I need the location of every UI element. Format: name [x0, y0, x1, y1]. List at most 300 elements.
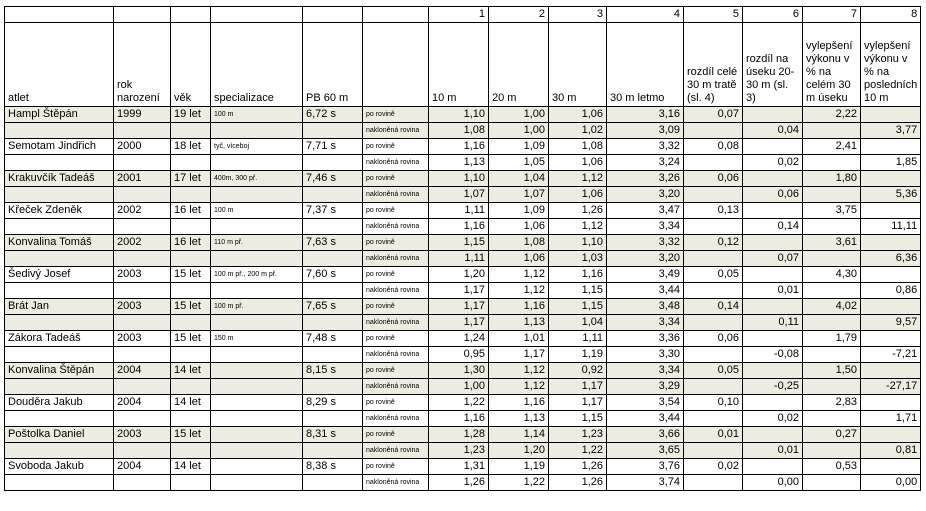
table-cell[interactable] — [861, 395, 921, 411]
table-cell[interactable] — [861, 203, 921, 219]
column-number-cell[interactable]: 8 — [861, 7, 921, 23]
table-cell[interactable]: 1,12 — [549, 219, 607, 235]
table-cell[interactable] — [303, 443, 363, 459]
table-cell[interactable]: 19 let — [171, 107, 211, 123]
table-cell[interactable]: 1,04 — [489, 171, 549, 187]
table-cell[interactable] — [211, 443, 303, 459]
table-cell[interactable] — [743, 459, 803, 475]
table-cell[interactable]: 1,28 — [429, 427, 489, 443]
table-cell[interactable] — [861, 171, 921, 187]
table-cell[interactable]: 3,20 — [607, 251, 684, 267]
table-cell[interactable]: 3,74 — [607, 475, 684, 491]
table-cell[interactable]: 16 let — [171, 203, 211, 219]
table-cell[interactable] — [171, 411, 211, 427]
table-cell[interactable] — [171, 443, 211, 459]
table-cell[interactable]: nakloněná rovina — [363, 347, 429, 363]
table-cell[interactable] — [684, 379, 743, 395]
column-number-cell[interactable]: 7 — [803, 7, 861, 23]
table-cell[interactable] — [5, 123, 114, 139]
table-cell[interactable] — [861, 299, 921, 315]
table-cell[interactable]: 7,46 s — [303, 171, 363, 187]
column-number-cell[interactable] — [363, 7, 429, 23]
table-cell[interactable]: 110 m př. — [211, 235, 303, 251]
table-cell[interactable]: 2003 — [114, 331, 171, 347]
table-cell[interactable] — [861, 331, 921, 347]
table-cell[interactable]: 2,22 — [803, 107, 861, 123]
table-cell[interactable] — [803, 411, 861, 427]
table-cell[interactable]: 1,00 — [489, 123, 549, 139]
table-cell[interactable]: 2000 — [114, 139, 171, 155]
table-cell[interactable]: 18 let — [171, 139, 211, 155]
header-cell-vek[interactable]: věk — [171, 23, 211, 107]
table-cell[interactable]: 0,92 — [549, 363, 607, 379]
table-cell[interactable]: 2003 — [114, 299, 171, 315]
table-cell[interactable]: 11,11 — [861, 219, 921, 235]
header-cell-20m[interactable]: 20 m — [489, 23, 549, 107]
table-cell[interactable]: 1,30 — [429, 363, 489, 379]
table-cell[interactable]: -0,08 — [743, 347, 803, 363]
table-cell[interactable]: 1,17 — [489, 347, 549, 363]
table-cell[interactable]: 15 let — [171, 299, 211, 315]
table-cell[interactable] — [303, 379, 363, 395]
table-cell[interactable]: 0,86 — [861, 283, 921, 299]
table-cell[interactable]: nakloněná rovina — [363, 443, 429, 459]
table-cell[interactable] — [171, 283, 211, 299]
table-cell[interactable]: 0,00 — [743, 475, 803, 491]
table-cell[interactable]: po rovině — [363, 395, 429, 411]
table-cell[interactable]: 3,49 — [607, 267, 684, 283]
table-cell[interactable] — [5, 347, 114, 363]
table-cell[interactable]: 0,05 — [684, 267, 743, 283]
table-cell[interactable] — [803, 315, 861, 331]
table-cell[interactable] — [211, 251, 303, 267]
table-cell[interactable]: 1,79 — [803, 331, 861, 347]
table-cell[interactable]: 1,15 — [549, 283, 607, 299]
table-cell[interactable]: -7,21 — [861, 347, 921, 363]
table-cell[interactable]: 1,13 — [489, 411, 549, 427]
table-cell[interactable] — [114, 475, 171, 491]
table-cell[interactable]: 1,20 — [489, 443, 549, 459]
table-cell[interactable]: 1,08 — [549, 139, 607, 155]
table-cell[interactable] — [684, 155, 743, 171]
table-cell[interactable] — [803, 379, 861, 395]
header-cell-atlet[interactable]: atlet — [5, 23, 114, 107]
table-cell[interactable] — [211, 475, 303, 491]
table-cell[interactable]: 150 m — [211, 331, 303, 347]
table-cell[interactable]: 0,02 — [684, 459, 743, 475]
table-cell[interactable]: nakloněná rovina — [363, 251, 429, 267]
table-cell[interactable]: 15 let — [171, 267, 211, 283]
table-cell[interactable] — [303, 187, 363, 203]
table-cell[interactable]: 1,06 — [549, 187, 607, 203]
table-cell[interactable]: 2003 — [114, 267, 171, 283]
table-cell[interactable] — [171, 123, 211, 139]
header-cell-terrain[interactable] — [363, 23, 429, 107]
table-cell[interactable] — [303, 219, 363, 235]
table-cell[interactable]: 3,61 — [803, 235, 861, 251]
table-cell[interactable] — [743, 235, 803, 251]
table-cell[interactable] — [211, 379, 303, 395]
table-cell[interactable] — [114, 155, 171, 171]
table-cell[interactable]: 3,75 — [803, 203, 861, 219]
table-cell[interactable]: 1,15 — [549, 299, 607, 315]
table-cell[interactable] — [803, 155, 861, 171]
table-cell[interactable]: 7,37 s — [303, 203, 363, 219]
table-cell[interactable]: 3,09 — [607, 123, 684, 139]
table-cell[interactable] — [114, 315, 171, 331]
table-cell[interactable]: 3,29 — [607, 379, 684, 395]
table-cell[interactable]: 1,17 — [429, 299, 489, 315]
table-cell[interactable] — [5, 251, 114, 267]
table-cell[interactable] — [684, 283, 743, 299]
table-cell[interactable]: 0,01 — [743, 443, 803, 459]
table-cell[interactable]: 100 m — [211, 203, 303, 219]
table-cell[interactable]: 1,24 — [429, 331, 489, 347]
column-number-cell[interactable] — [211, 7, 303, 23]
table-cell[interactable]: 16 let — [171, 235, 211, 251]
table-cell[interactable] — [861, 427, 921, 443]
table-cell[interactable]: 100 m př., 200 m př. — [211, 267, 303, 283]
table-cell[interactable]: Poštolka Daniel — [5, 427, 114, 443]
table-cell[interactable]: nakloněná rovina — [363, 475, 429, 491]
table-cell[interactable] — [114, 219, 171, 235]
table-cell[interactable]: 1,06 — [489, 251, 549, 267]
table-cell[interactable]: 1,26 — [549, 475, 607, 491]
table-cell[interactable]: 0,13 — [684, 203, 743, 219]
column-number-cell[interactable] — [114, 7, 171, 23]
table-cell[interactable]: 17 let — [171, 171, 211, 187]
table-cell[interactable]: 1,03 — [549, 251, 607, 267]
table-cell[interactable] — [114, 411, 171, 427]
table-cell[interactable]: 3,30 — [607, 347, 684, 363]
table-cell[interactable]: 1,12 — [489, 267, 549, 283]
table-cell[interactable]: Konvalina Štěpán — [5, 363, 114, 379]
column-number-cell[interactable] — [5, 7, 114, 23]
table-cell[interactable]: 2002 — [114, 235, 171, 251]
table-cell[interactable]: po rovině — [363, 459, 429, 475]
table-cell[interactable] — [803, 443, 861, 459]
table-cell[interactable] — [743, 107, 803, 123]
table-cell[interactable]: 1,26 — [549, 459, 607, 475]
table-cell[interactable] — [684, 251, 743, 267]
table-cell[interactable]: 3,66 — [607, 427, 684, 443]
table-cell[interactable] — [211, 283, 303, 299]
table-cell[interactable] — [5, 155, 114, 171]
table-cell[interactable] — [5, 411, 114, 427]
table-cell[interactable]: 1,12 — [489, 379, 549, 395]
table-cell[interactable]: 1,08 — [489, 235, 549, 251]
table-cell[interactable] — [211, 155, 303, 171]
table-cell[interactable] — [803, 187, 861, 203]
table-cell[interactable] — [303, 123, 363, 139]
table-cell[interactable]: 3,32 — [607, 139, 684, 155]
table-cell[interactable]: 1,16 — [429, 139, 489, 155]
table-cell[interactable]: 14 let — [171, 363, 211, 379]
table-cell[interactable]: 100 m př. — [211, 299, 303, 315]
table-cell[interactable]: nakloněná rovina — [363, 283, 429, 299]
table-cell[interactable] — [171, 379, 211, 395]
table-cell[interactable]: 1,13 — [489, 315, 549, 331]
table-cell[interactable] — [684, 411, 743, 427]
table-cell[interactable]: 1,85 — [861, 155, 921, 171]
table-cell[interactable]: 3,36 — [607, 331, 684, 347]
table-cell[interactable] — [171, 187, 211, 203]
table-cell[interactable] — [303, 411, 363, 427]
table-cell[interactable]: po rovině — [363, 203, 429, 219]
table-cell[interactable]: 0,01 — [684, 427, 743, 443]
table-cell[interactable] — [743, 267, 803, 283]
table-cell[interactable] — [114, 251, 171, 267]
table-cell[interactable]: 0,08 — [684, 139, 743, 155]
table-cell[interactable] — [211, 459, 303, 475]
table-cell[interactable]: 1,71 — [861, 411, 921, 427]
table-cell[interactable] — [303, 251, 363, 267]
table-cell[interactable]: 15 let — [171, 331, 211, 347]
table-cell[interactable] — [743, 395, 803, 411]
table-cell[interactable]: 1,10 — [429, 107, 489, 123]
table-cell[interactable]: 1,26 — [549, 203, 607, 219]
header-cell-30m[interactable]: 30 m — [549, 23, 607, 107]
table-cell[interactable]: po rovině — [363, 171, 429, 187]
table-cell[interactable]: po rovině — [363, 427, 429, 443]
table-cell[interactable]: 0,53 — [803, 459, 861, 475]
table-cell[interactable] — [684, 315, 743, 331]
header-cell-vylepseni-posl[interactable]: vylepšení výkonu v % na posledních 10 m — [861, 23, 921, 107]
table-cell[interactable]: 1,16 — [489, 395, 549, 411]
table-cell[interactable]: 7,65 s — [303, 299, 363, 315]
table-cell[interactable] — [743, 331, 803, 347]
table-cell[interactable]: 1,12 — [489, 363, 549, 379]
table-cell[interactable]: 1,17 — [549, 379, 607, 395]
table-cell[interactable]: 1,17 — [549, 395, 607, 411]
table-cell[interactable]: 3,44 — [607, 283, 684, 299]
table-cell[interactable]: 14 let — [171, 395, 211, 411]
table-cell[interactable]: nakloněná rovina — [363, 187, 429, 203]
table-cell[interactable] — [211, 363, 303, 379]
table-cell[interactable]: 0,06 — [684, 331, 743, 347]
table-cell[interactable]: 0,07 — [743, 251, 803, 267]
table-cell[interactable]: 0,00 — [861, 475, 921, 491]
table-cell[interactable]: 1,10 — [429, 171, 489, 187]
header-cell-30m-letmo[interactable]: 30 m letmo — [607, 23, 684, 107]
table-cell[interactable]: 1,22 — [429, 395, 489, 411]
table-cell[interactable]: 1,50 — [803, 363, 861, 379]
table-cell[interactable]: 1,16 — [549, 267, 607, 283]
table-cell[interactable] — [861, 107, 921, 123]
column-number-cell[interactable] — [171, 7, 211, 23]
table-cell[interactable]: 7,48 s — [303, 331, 363, 347]
table-cell[interactable] — [743, 427, 803, 443]
table-cell[interactable]: 1,16 — [489, 299, 549, 315]
table-cell[interactable] — [211, 219, 303, 235]
table-cell[interactable]: nakloněná rovina — [363, 219, 429, 235]
table-cell[interactable]: 9,57 — [861, 315, 921, 331]
table-cell[interactable]: 1,07 — [489, 187, 549, 203]
table-cell[interactable]: 0,81 — [861, 443, 921, 459]
table-cell[interactable]: 1,11 — [549, 331, 607, 347]
table-cell[interactable]: 1,06 — [489, 219, 549, 235]
table-cell[interactable]: Douděra Jakub — [5, 395, 114, 411]
table-cell[interactable] — [5, 283, 114, 299]
table-cell[interactable]: 3,34 — [607, 315, 684, 331]
table-cell[interactable]: 0,04 — [743, 123, 803, 139]
table-cell[interactable] — [684, 347, 743, 363]
table-cell[interactable]: 4,30 — [803, 267, 861, 283]
table-cell[interactable] — [803, 475, 861, 491]
table-cell[interactable]: Křeček Zdeněk — [5, 203, 114, 219]
table-cell[interactable]: 2004 — [114, 459, 171, 475]
table-cell[interactable]: 1,12 — [489, 283, 549, 299]
table-cell[interactable]: 1,23 — [549, 427, 607, 443]
table-cell[interactable] — [211, 395, 303, 411]
table-cell[interactable]: 1,16 — [429, 411, 489, 427]
table-cell[interactable] — [861, 459, 921, 475]
table-cell[interactable] — [684, 443, 743, 459]
table-cell[interactable]: 1,15 — [429, 235, 489, 251]
table-cell[interactable]: 2002 — [114, 203, 171, 219]
table-cell[interactable]: 1,22 — [549, 443, 607, 459]
table-cell[interactable] — [5, 187, 114, 203]
table-cell[interactable] — [5, 443, 114, 459]
header-cell-rozdil-cele[interactable]: rozdíl celé 30 m tratě (sl. 4) — [684, 23, 743, 107]
table-cell[interactable] — [803, 219, 861, 235]
table-cell[interactable]: 2,41 — [803, 139, 861, 155]
table-cell[interactable]: 0,11 — [743, 315, 803, 331]
table-cell[interactable] — [171, 155, 211, 171]
table-cell[interactable]: 6,72 s — [303, 107, 363, 123]
table-cell[interactable]: 1,00 — [429, 379, 489, 395]
table-cell[interactable]: nakloněná rovina — [363, 315, 429, 331]
table-cell[interactable] — [114, 283, 171, 299]
table-cell[interactable]: 2004 — [114, 395, 171, 411]
table-cell[interactable]: 4,02 — [803, 299, 861, 315]
table-cell[interactable]: 2,83 — [803, 395, 861, 411]
table-cell[interactable]: 0,12 — [684, 235, 743, 251]
table-cell[interactable] — [211, 187, 303, 203]
table-cell[interactable]: Semotam Jindřich — [5, 139, 114, 155]
table-cell[interactable]: 0,27 — [803, 427, 861, 443]
table-cell[interactable] — [211, 427, 303, 443]
table-cell[interactable]: Krakuvčík Tadeáš — [5, 171, 114, 187]
table-cell[interactable] — [303, 347, 363, 363]
table-cell[interactable]: Brát Jan — [5, 299, 114, 315]
table-cell[interactable]: 2001 — [114, 171, 171, 187]
table-cell[interactable]: -0,25 — [743, 379, 803, 395]
table-cell[interactable]: 15 let — [171, 427, 211, 443]
table-cell[interactable]: 3,16 — [607, 107, 684, 123]
table-cell[interactable] — [114, 443, 171, 459]
table-cell[interactable] — [211, 411, 303, 427]
table-cell[interactable] — [211, 315, 303, 331]
table-cell[interactable] — [114, 187, 171, 203]
table-cell[interactable] — [861, 363, 921, 379]
table-cell[interactable] — [743, 363, 803, 379]
table-cell[interactable]: 0,05 — [684, 363, 743, 379]
table-cell[interactable]: po rovině — [363, 299, 429, 315]
table-cell[interactable] — [211, 123, 303, 139]
table-cell[interactable] — [303, 475, 363, 491]
table-cell[interactable]: 1,23 — [429, 443, 489, 459]
table-cell[interactable]: 0,02 — [743, 411, 803, 427]
table-cell[interactable] — [861, 267, 921, 283]
table-cell[interactable]: 1,12 — [549, 171, 607, 187]
table-cell[interactable] — [303, 315, 363, 331]
table-cell[interactable]: 0,95 — [429, 347, 489, 363]
table-cell[interactable]: 1,31 — [429, 459, 489, 475]
column-number-cell[interactable]: 6 — [743, 7, 803, 23]
table-cell[interactable] — [5, 475, 114, 491]
table-cell[interactable] — [171, 347, 211, 363]
table-cell[interactable] — [684, 123, 743, 139]
table-cell[interactable] — [114, 347, 171, 363]
table-cell[interactable] — [684, 219, 743, 235]
table-cell[interactable]: 3,48 — [607, 299, 684, 315]
table-cell[interactable] — [743, 299, 803, 315]
table-cell[interactable]: 8,38 s — [303, 459, 363, 475]
table-cell[interactable]: nakloněná rovina — [363, 379, 429, 395]
table-cell[interactable]: nakloněná rovina — [363, 155, 429, 171]
table-cell[interactable]: 3,77 — [861, 123, 921, 139]
column-number-cell[interactable]: 5 — [684, 7, 743, 23]
table-cell[interactable] — [171, 315, 211, 331]
table-cell[interactable]: 7,71 s — [303, 139, 363, 155]
table-cell[interactable] — [171, 219, 211, 235]
table-cell[interactable]: -27,17 — [861, 379, 921, 395]
table-cell[interactable]: 1,07 — [429, 187, 489, 203]
table-cell[interactable]: 1,02 — [549, 123, 607, 139]
table-cell[interactable]: 8,29 s — [303, 395, 363, 411]
column-number-cell[interactable]: 4 — [607, 7, 684, 23]
table-cell[interactable] — [743, 203, 803, 219]
table-cell[interactable]: 7,63 s — [303, 235, 363, 251]
table-cell[interactable] — [803, 283, 861, 299]
table-cell[interactable]: 1,80 — [803, 171, 861, 187]
table-cell[interactable]: Svoboda Jakub — [5, 459, 114, 475]
table-cell[interactable]: po rovině — [363, 331, 429, 347]
header-cell-rozdil-useku[interactable]: rozdíl na úseku 20-30 m (sl. 3) — [743, 23, 803, 107]
table-cell[interactable] — [861, 139, 921, 155]
table-cell[interactable]: tyč, víceboj — [211, 139, 303, 155]
table-cell[interactable] — [5, 315, 114, 331]
table-cell[interactable] — [803, 251, 861, 267]
table-cell[interactable]: 0,06 — [684, 171, 743, 187]
table-cell[interactable] — [684, 475, 743, 491]
table-cell[interactable]: nakloněná rovina — [363, 123, 429, 139]
table-cell[interactable]: 3,26 — [607, 171, 684, 187]
table-cell[interactable]: 1,10 — [549, 235, 607, 251]
table-cell[interactable]: 7,60 s — [303, 267, 363, 283]
table-cell[interactable]: po rovině — [363, 107, 429, 123]
table-cell[interactable]: 2004 — [114, 363, 171, 379]
table-cell[interactable]: 1,17 — [429, 283, 489, 299]
table-cell[interactable]: 3,34 — [607, 219, 684, 235]
table-cell[interactable]: 8,15 s — [303, 363, 363, 379]
table-cell[interactable]: 1,11 — [429, 251, 489, 267]
table-cell[interactable] — [303, 283, 363, 299]
table-cell[interactable]: 100 m — [211, 107, 303, 123]
table-cell[interactable]: 1,13 — [429, 155, 489, 171]
table-cell[interactable]: 8,31 s — [303, 427, 363, 443]
table-cell[interactable]: po rovině — [363, 363, 429, 379]
table-cell[interactable]: 0,10 — [684, 395, 743, 411]
table-cell[interactable]: 1,04 — [549, 315, 607, 331]
table-cell[interactable]: 1,14 — [489, 427, 549, 443]
table-cell[interactable]: 1,20 — [429, 267, 489, 283]
table-cell[interactable] — [303, 155, 363, 171]
table-cell[interactable]: 3,65 — [607, 443, 684, 459]
table-cell[interactable]: 3,76 — [607, 459, 684, 475]
table-cell[interactable]: 1,05 — [489, 155, 549, 171]
